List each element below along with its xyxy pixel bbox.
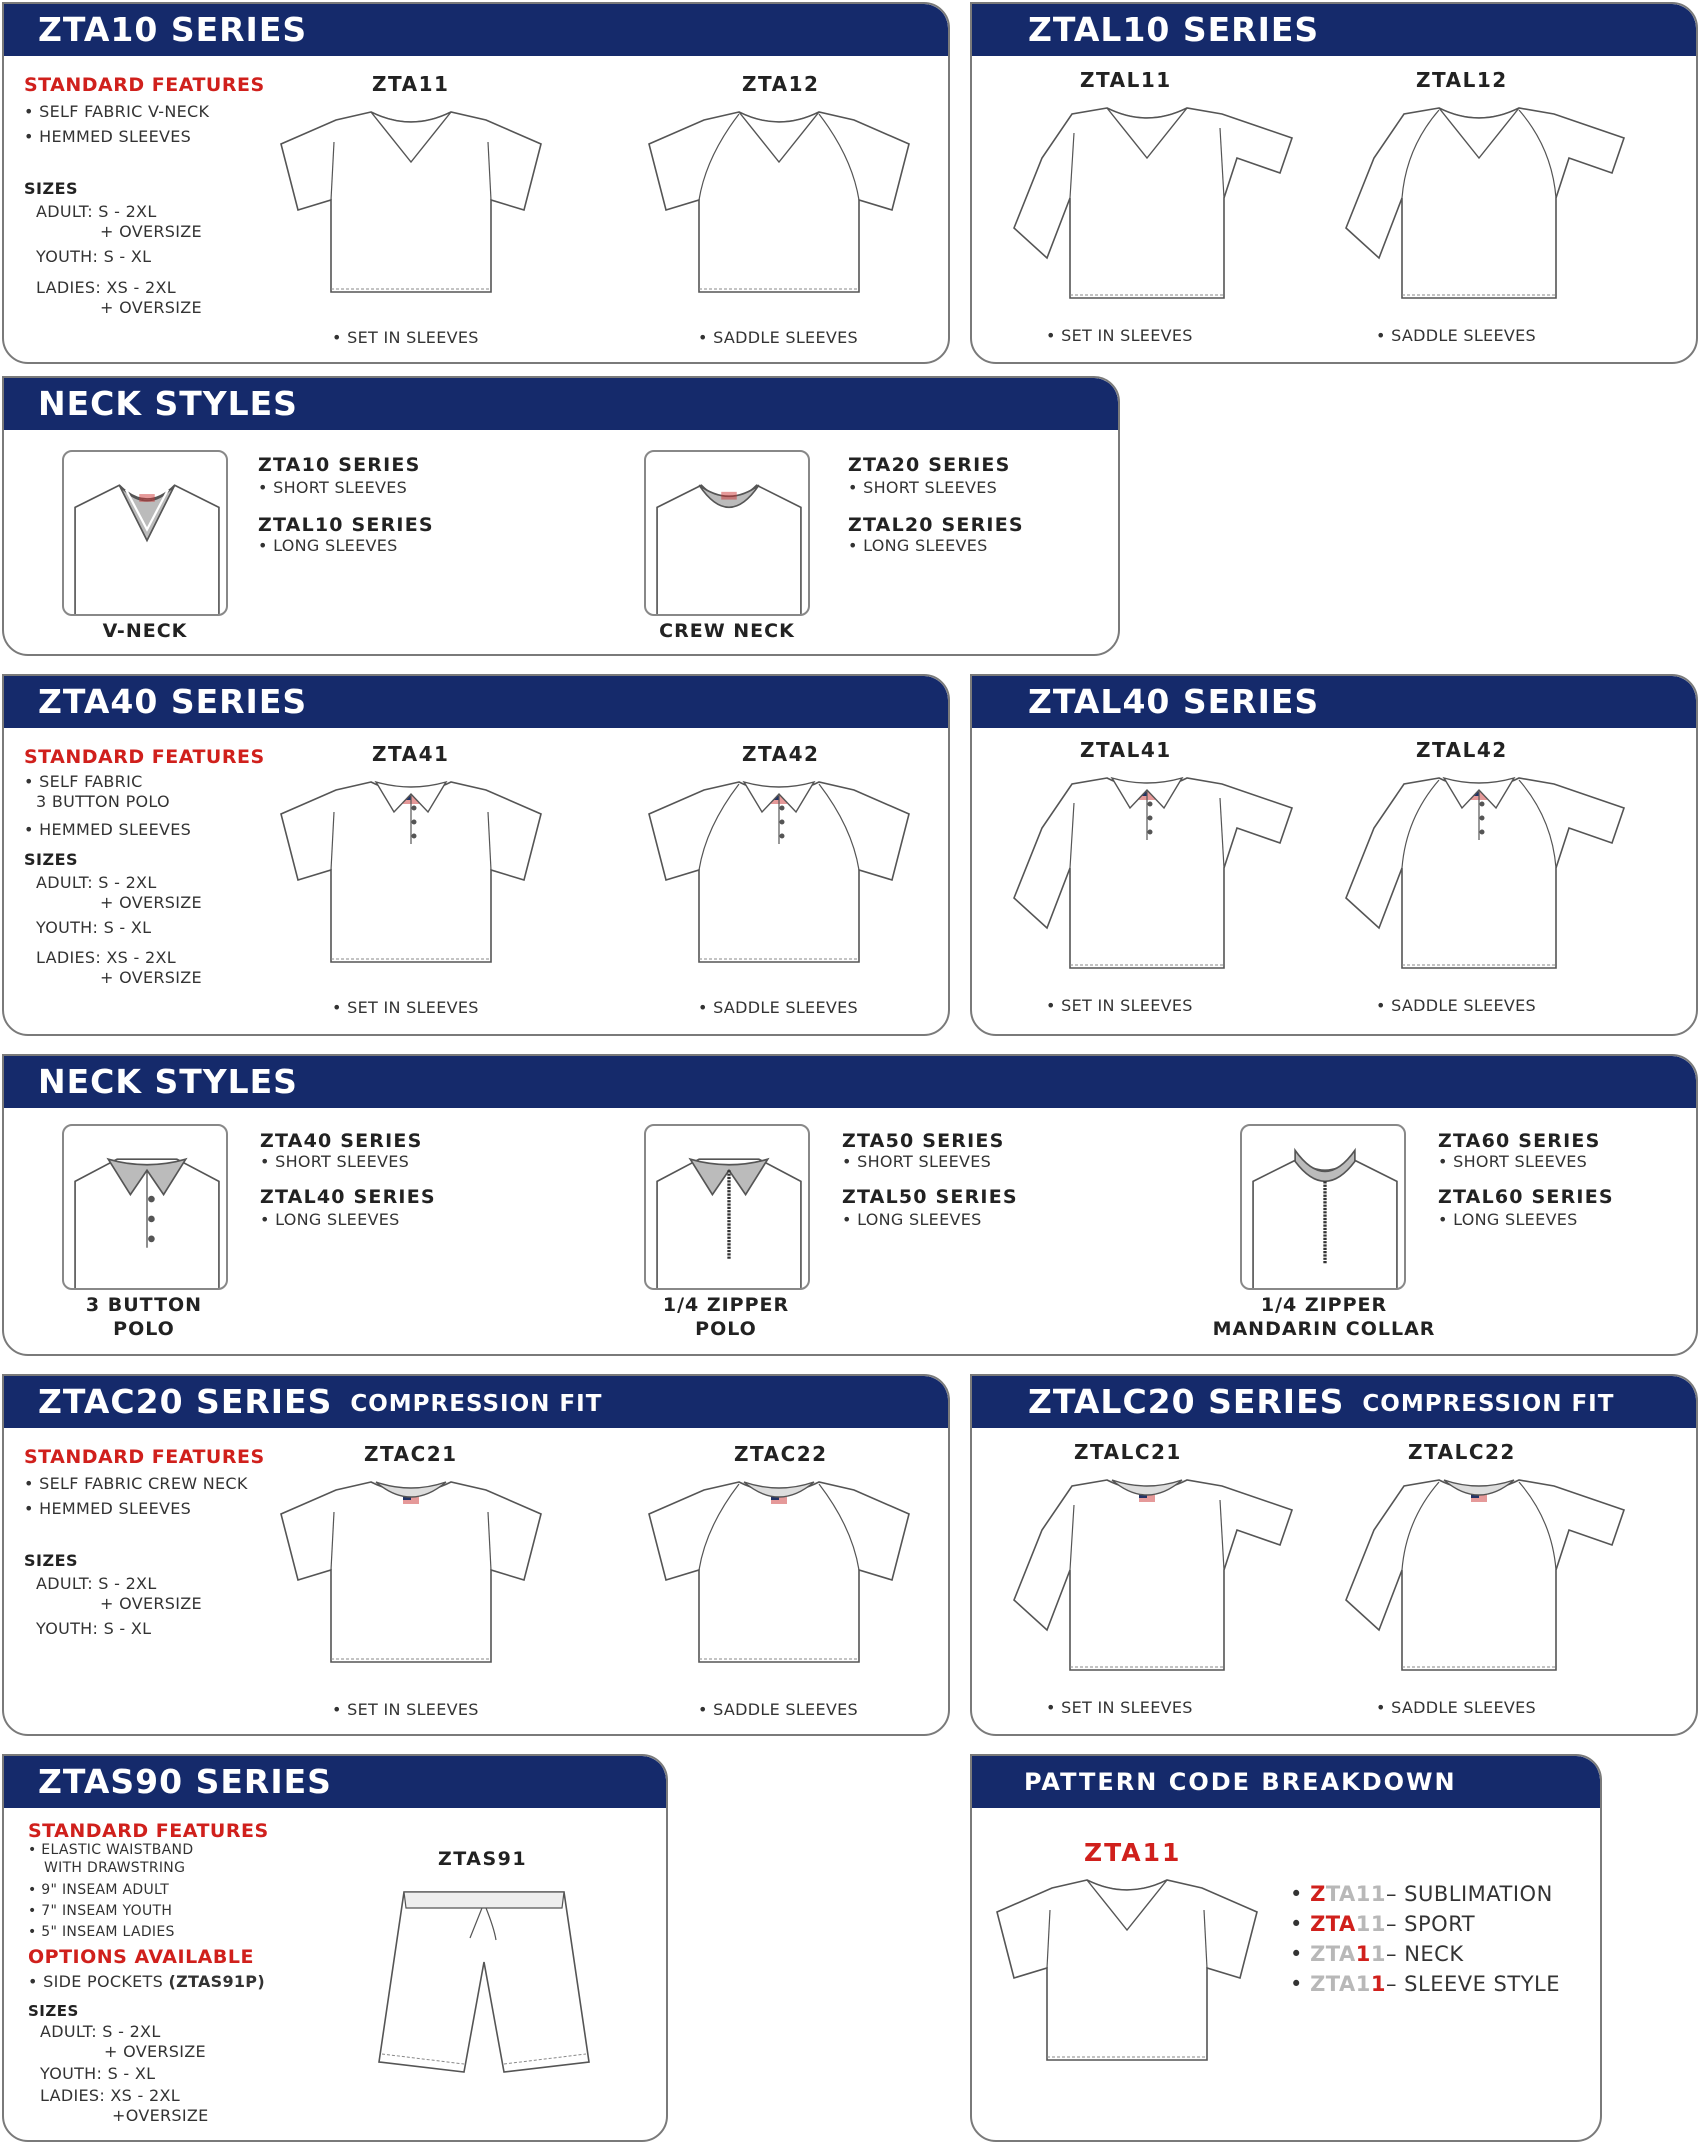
- ztal42-polo-illustration: [1344, 768, 1629, 988]
- ztac20-size-3: YOUTH: S - XL: [36, 1619, 152, 1638]
- zta40-panel: [2, 674, 950, 1036]
- zta10-feature-1: • SELF FABRIC V-NECK: [24, 102, 210, 121]
- pattern-row-sublimation: [1290, 1882, 1553, 1906]
- button-polo-label-2: POLO: [113, 1318, 175, 1340]
- button-polo-thumbnail: [62, 1124, 228, 1290]
- zta10-features-head: STANDARD FEATURES: [24, 74, 265, 96]
- ztal42-caption: • SADDLE SLEEVES: [1376, 996, 1536, 1015]
- ztac20-feature-2: • HEMMED SLEEVES: [24, 1499, 192, 1518]
- ztac20-feature-1: • SELF FABRIC CREW NECK: [24, 1474, 248, 1493]
- zta60-series-label: ZTA60 SERIES: [1438, 1130, 1601, 1152]
- pattern-label: – NECK: [1386, 1942, 1464, 1966]
- zta20-series-label: ZTA20 SERIES: [848, 454, 1011, 476]
- pattern-row-sleeve-style: [1290, 1972, 1560, 1996]
- zta41-polo-illustration: [276, 772, 546, 992]
- zta40-series-label: ZTA40 SERIES: [260, 1130, 423, 1152]
- pattern-hl: 1: [1370, 1972, 1386, 1996]
- ztac20-subtitle: COMPRESSION FIT: [350, 1391, 603, 1417]
- ztal50-sleeve: • LONG SLEEVES: [842, 1210, 982, 1229]
- bullet: •: [1290, 1882, 1303, 1906]
- zta40-size-4: LADIES: XS - 2XL: [36, 948, 176, 967]
- ztas90-size-5: +OVERSIZE: [112, 2106, 209, 2125]
- ztac20-features-head: STANDARD FEATURES: [24, 1446, 265, 1468]
- ztac20-panel: [2, 1374, 950, 1736]
- ztas90-features-head: STANDARD FEATURES: [28, 1820, 269, 1842]
- pattern-rest: 1: [1370, 1942, 1387, 1966]
- zta10-size-4: LADIES: XS - 2XL: [36, 278, 176, 297]
- zta12-shirt-illustration: [644, 102, 914, 322]
- zta10-size-5: + OVERSIZE: [100, 298, 202, 317]
- ztac22-caption: • SADDLE SLEEVES: [698, 1700, 858, 1719]
- zta11-caption: • SET IN SLEEVES: [332, 328, 479, 347]
- pattern-rest: 11: [1355, 1912, 1386, 1936]
- zta12-caption: • SADDLE SLEEVES: [698, 328, 858, 347]
- zta10-size-3: YOUTH: S - XL: [36, 247, 152, 266]
- ztal40-series-label: ZTAL40 SERIES: [260, 1186, 436, 1208]
- zta40-size-5: + OVERSIZE: [100, 968, 202, 987]
- ztac20-title: ZTAC20 SERIES: [38, 1382, 333, 1421]
- pattern-hl: ZTA: [1310, 1912, 1356, 1936]
- ztas90-panel: [2, 1754, 668, 2142]
- ztas90-feature-1: • ELASTIC WAISTBAND: [28, 1842, 194, 1858]
- ztas90-sizes-head: SIZES: [28, 2002, 79, 2020]
- pattern-pre: ZTA1: [1310, 1972, 1371, 1996]
- ztal10-panel: [970, 2, 1698, 364]
- ztas90-option-text: • SIDE POCKETS: [28, 1972, 164, 1991]
- zipper-polo-illustration: [646, 1126, 810, 1290]
- ztas90-feature-2: WITH DRAWSTRING: [44, 1860, 186, 1876]
- ztalc21-shirt-illustration: [1012, 1470, 1297, 1690]
- ztalc20-panel: [970, 1374, 1698, 1736]
- v-neck-illustration: [64, 452, 228, 616]
- zta42-caption: • SADDLE SLEEVES: [698, 998, 858, 1017]
- neck-styles-1-panel: [2, 376, 1120, 656]
- zta40-size-2: + OVERSIZE: [100, 893, 202, 912]
- ztas90-title: ZTAS90 SERIES: [4, 1756, 666, 1808]
- ztal12-caption: • SADDLE SLEEVES: [1376, 326, 1536, 345]
- ztas90-feature-4: • 7" INSEAM YOUTH: [28, 1903, 173, 1919]
- ztal60-series-label: ZTAL60 SERIES: [1438, 1186, 1614, 1208]
- zta60-sleeve: • SHORT SLEEVES: [1438, 1152, 1588, 1171]
- zta20-sleeve: • SHORT SLEEVES: [848, 478, 998, 497]
- ztal12-code: ZTAL12: [1416, 68, 1508, 92]
- ztalc22-shirt-illustration: [1344, 1470, 1629, 1690]
- zta10-sizes-head: SIZES: [24, 179, 79, 198]
- pattern-code-panel: [970, 1754, 1602, 2142]
- zta40-sleeve: • SHORT SLEEVES: [260, 1152, 410, 1171]
- ztas90-options-head: OPTIONS AVAILABLE: [28, 1946, 254, 1968]
- zta41-caption: • SET IN SLEEVES: [332, 998, 479, 1017]
- pattern-hl: 1: [1355, 1942, 1371, 1966]
- ztal11-caption: • SET IN SLEEVES: [1046, 326, 1193, 345]
- ztas90-size-1: ADULT: S - 2XL: [40, 2022, 161, 2041]
- zta40-title: ZTA40 SERIES: [4, 676, 948, 728]
- pattern-rest: TA11: [1325, 1882, 1386, 1906]
- ztal10-series-label: ZTAL10 SERIES: [258, 514, 434, 536]
- ztal40-sleeve: • LONG SLEEVES: [260, 1210, 400, 1229]
- v-neck-thumbnail: [62, 450, 228, 616]
- ztal41-polo-illustration: [1012, 768, 1297, 988]
- neck-styles-1-title: NECK STYLES: [4, 378, 1118, 430]
- crew-neck-illustration: [646, 452, 810, 616]
- zipper-polo-label-2: POLO: [695, 1318, 757, 1340]
- ztas90-feature-5: • 5" INSEAM LADIES: [28, 1924, 175, 1940]
- ztas90-feature-3: • 9" INSEAM ADULT: [28, 1882, 170, 1898]
- pattern-code-title: PATTERN CODE BREAKDOWN: [972, 1756, 1600, 1808]
- zipper-polo-thumbnail: [644, 1124, 810, 1290]
- zta40-size-1: ADULT: S - 2XL: [36, 873, 157, 892]
- ztal20-series-label: ZTAL20 SERIES: [848, 514, 1024, 536]
- v-neck-label: V-NECK: [102, 620, 188, 642]
- zta50-sleeve: • SHORT SLEEVES: [842, 1152, 992, 1171]
- ztas90-option-1: [28, 1972, 265, 1991]
- pattern-hl: Z: [1310, 1882, 1326, 1906]
- pattern-row-neck: [1290, 1942, 1464, 1966]
- button-polo-label-1: 3 BUTTON: [85, 1294, 203, 1316]
- ztas91-code: ZTAS91: [438, 1848, 528, 1870]
- bullet: •: [1290, 1942, 1303, 1966]
- pattern-pre: ZTA: [1310, 1942, 1356, 1966]
- zta12-code: ZTA12: [742, 72, 820, 96]
- ztac22-shirt-illustration: [644, 1472, 914, 1692]
- ztal10-sleeve: • LONG SLEEVES: [258, 536, 398, 555]
- ztal10-title: ZTAL10 SERIES: [972, 4, 1696, 56]
- zta10-title: ZTA10 SERIES: [4, 4, 948, 56]
- ztal11-code: ZTAL11: [1080, 68, 1172, 92]
- ztas91-shorts-illustration: [374, 1882, 594, 2092]
- crew-neck-label: CREW NECK: [659, 620, 795, 642]
- ztal40-title: ZTAL40 SERIES: [972, 676, 1696, 728]
- ztac20-header: [4, 1376, 948, 1428]
- ztac21-shirt-illustration: [280, 1472, 542, 1692]
- ztac20-size-1: ADULT: S - 2XL: [36, 1574, 157, 1593]
- zta50-series-label: ZTA50 SERIES: [842, 1130, 1005, 1152]
- crew-neck-thumbnail: [644, 450, 810, 616]
- ztal60-sleeve: • LONG SLEEVES: [1438, 1210, 1578, 1229]
- ztal50-series-label: ZTAL50 SERIES: [842, 1186, 1018, 1208]
- zipper-polo-label-1: 1/4 ZIPPER: [662, 1294, 790, 1316]
- ztalc20-title: ZTALC20 SERIES: [1028, 1382, 1345, 1421]
- button-polo-illustration: [64, 1126, 228, 1290]
- zta41-code: ZTA41: [372, 742, 450, 766]
- ztalc21-code: ZTALC21: [1074, 1440, 1182, 1464]
- neck-styles-2-panel: [2, 1054, 1698, 1356]
- zta10-panel: [2, 2, 950, 364]
- bullet: •: [1290, 1972, 1303, 1996]
- neck-styles-2-title: NECK STYLES: [4, 1056, 1696, 1108]
- ztalc21-caption: • SET IN SLEEVES: [1046, 1698, 1193, 1717]
- ztas90-size-4: LADIES: XS - 2XL: [40, 2086, 180, 2105]
- ztas90-size-2: + OVERSIZE: [104, 2042, 206, 2061]
- ztal12-shirt-illustration: [1344, 98, 1629, 318]
- zta40-size-3: YOUTH: S - XL: [36, 918, 152, 937]
- ztas90-size-3: YOUTH: S - XL: [40, 2064, 156, 2083]
- zta10-feature-2: • HEMMED SLEEVES: [24, 127, 192, 146]
- mandarin-collar-label-1: 1/4 ZIPPER: [1260, 1294, 1388, 1316]
- pattern-label: – SPORT: [1386, 1912, 1476, 1936]
- zta10-series-label: ZTA10 SERIES: [258, 454, 421, 476]
- pattern-label: – SUBLIMATION: [1385, 1882, 1553, 1906]
- pattern-label: – SLEEVE STYLE: [1386, 1972, 1561, 1996]
- mandarin-collar-label-2: MANDARIN COLLAR: [1212, 1318, 1436, 1340]
- ztalc22-caption: • SADDLE SLEEVES: [1376, 1698, 1536, 1717]
- ztal42-code: ZTAL42: [1416, 738, 1508, 762]
- ztac22-code: ZTAC22: [734, 1442, 828, 1466]
- ztal20-sleeve: • LONG SLEEVES: [848, 536, 988, 555]
- zta42-polo-illustration: [644, 772, 914, 992]
- ztac21-code: ZTAC21: [364, 1442, 458, 1466]
- zta10-size-1: ADULT: S - 2XL: [36, 202, 157, 221]
- zta11-code: ZTA11: [372, 72, 450, 96]
- zta40-feature-3: • HEMMED SLEEVES: [24, 820, 192, 839]
- ztal41-code: ZTAL41: [1080, 738, 1172, 762]
- zta10-sleeve: • SHORT SLEEVES: [258, 478, 408, 497]
- zta10-size-2: + OVERSIZE: [100, 222, 202, 241]
- ztas90-option-code: (ZTAS91P): [168, 1972, 265, 1991]
- pattern-code-value: ZTA11: [1084, 1838, 1182, 1867]
- bullet: •: [1290, 1912, 1303, 1936]
- zta11-shirt-illustration: [276, 102, 546, 322]
- ztal40-panel: [970, 674, 1698, 1036]
- ztalc20-subtitle: COMPRESSION FIT: [1362, 1391, 1615, 1417]
- ztac20-size-2: + OVERSIZE: [100, 1594, 202, 1613]
- mandarin-collar-illustration: [1242, 1126, 1406, 1290]
- zta40-features-head: STANDARD FEATURES: [24, 746, 265, 768]
- ztal41-caption: • SET IN SLEEVES: [1046, 996, 1193, 1015]
- zta40-feature-2: 3 BUTTON POLO: [36, 792, 170, 811]
- zta42-code: ZTA42: [742, 742, 820, 766]
- ztalc22-code: ZTALC22: [1408, 1440, 1516, 1464]
- pattern-shirt-illustration: [992, 1870, 1262, 2090]
- ztac21-caption: • SET IN SLEEVES: [332, 1700, 479, 1719]
- mandarin-collar-thumbnail: [1240, 1124, 1406, 1290]
- pattern-row-sport: [1290, 1912, 1475, 1936]
- zta40-feature-1: • SELF FABRIC: [24, 772, 143, 791]
- ztalc20-header: [972, 1376, 1696, 1428]
- zta40-sizes-head: SIZES: [24, 850, 79, 869]
- ztac20-sizes-head: SIZES: [24, 1551, 79, 1570]
- ztal11-shirt-illustration: [1012, 98, 1297, 318]
